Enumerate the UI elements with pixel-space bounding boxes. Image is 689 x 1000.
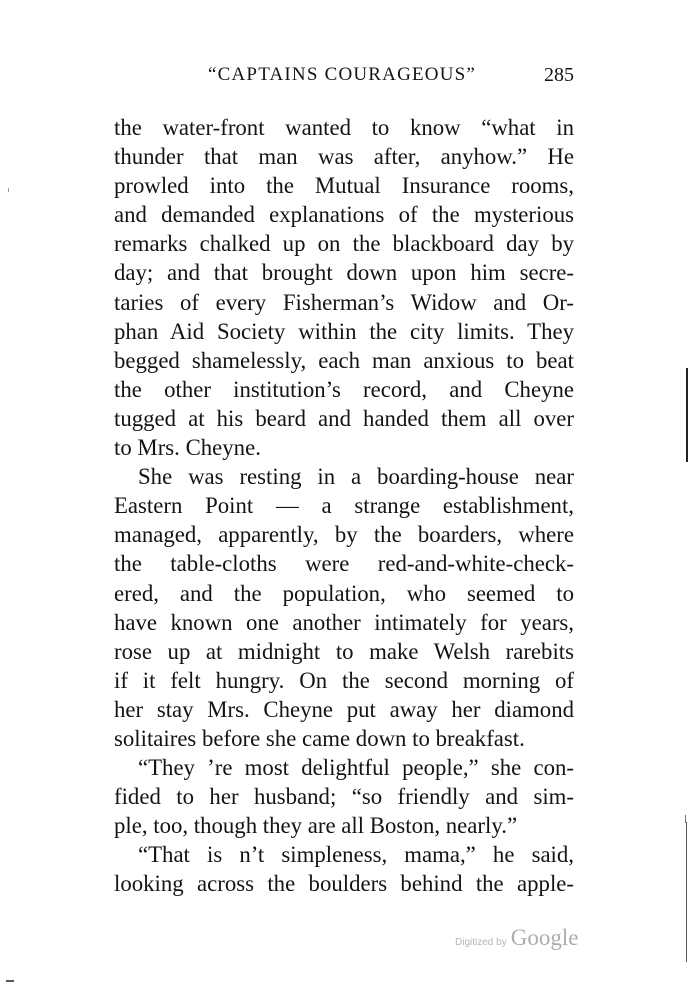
text-line: remarks chalked up on the blackboard day by	[114, 231, 574, 257]
scan-edge-line	[686, 368, 688, 462]
text-line: have known one another intimately for years,	[114, 609, 574, 635]
text-line: tugged at his beard and handed them all over	[114, 405, 574, 431]
running-header	[114, 60, 574, 90]
scan-edge-line	[686, 822, 687, 962]
text-line: taries of every Fisherman’s Widow and Or-	[114, 289, 574, 315]
watermark-brand: Google	[510, 925, 579, 950]
running-title: “CAPTAINS COURAGEOUS”	[208, 64, 477, 85]
text-line: Eastern Point — a strange establishment,	[114, 493, 574, 519]
text-line: prowled into the Mutual Insurance rooms,	[114, 173, 574, 199]
body-text	[114, 113, 574, 899]
text-line: phan Aid Society within the city limits. They	[114, 318, 574, 344]
text-line: She was resting in a boarding-house near	[138, 464, 574, 490]
text-line: day; and that brought down upon him secre-	[114, 260, 574, 286]
text-line: begged shamelessly, each man anxious to beat	[114, 347, 574, 373]
watermark-prefix: Digitized by	[455, 937, 507, 948]
page-number: 285	[544, 64, 574, 86]
scan-edge-speck	[8, 188, 9, 192]
text-line: to Mrs. Cheyne.	[114, 435, 261, 461]
text-line: “That is n’t simpleness, mama,” he said,	[138, 842, 574, 868]
text-line: the other institution’s record, and Cheyne	[114, 376, 574, 402]
text-line: thunder that man was after, anyhow.” He	[114, 144, 574, 170]
text-line: the table-cloths were red-and-white-check-	[114, 551, 574, 577]
text-line: ered, and the population, who seemed to	[114, 580, 574, 606]
text-line: and demanded explanations of the mysterious	[114, 202, 574, 228]
text-line: her stay Mrs. Cheyne put away her diamond	[114, 696, 574, 722]
scan-edge-line	[685, 815, 686, 823]
text-line: fided to her husband; “so friendly and sim-	[114, 784, 574, 810]
text-line: looking across the boulders behind the apple-	[114, 871, 574, 897]
text-line: the water-front wanted to know “what in	[114, 115, 574, 140]
text-line: solitaires before she came down to breakfast.	[114, 725, 525, 751]
digitized-watermark	[455, 925, 578, 951]
text-line: managed, apparently, by the boarders, where	[114, 522, 574, 548]
text-line: ple, too, though they are all Boston, nearly.”	[114, 813, 518, 839]
text-line: if it felt hungry. On the second morning of	[114, 667, 574, 693]
text-line: rose up at midnight to make Welsh rarebits	[114, 638, 574, 664]
scan-edge-speck	[6, 980, 14, 982]
text-line: “They ’re most delightful people,” she con-	[138, 755, 574, 781]
